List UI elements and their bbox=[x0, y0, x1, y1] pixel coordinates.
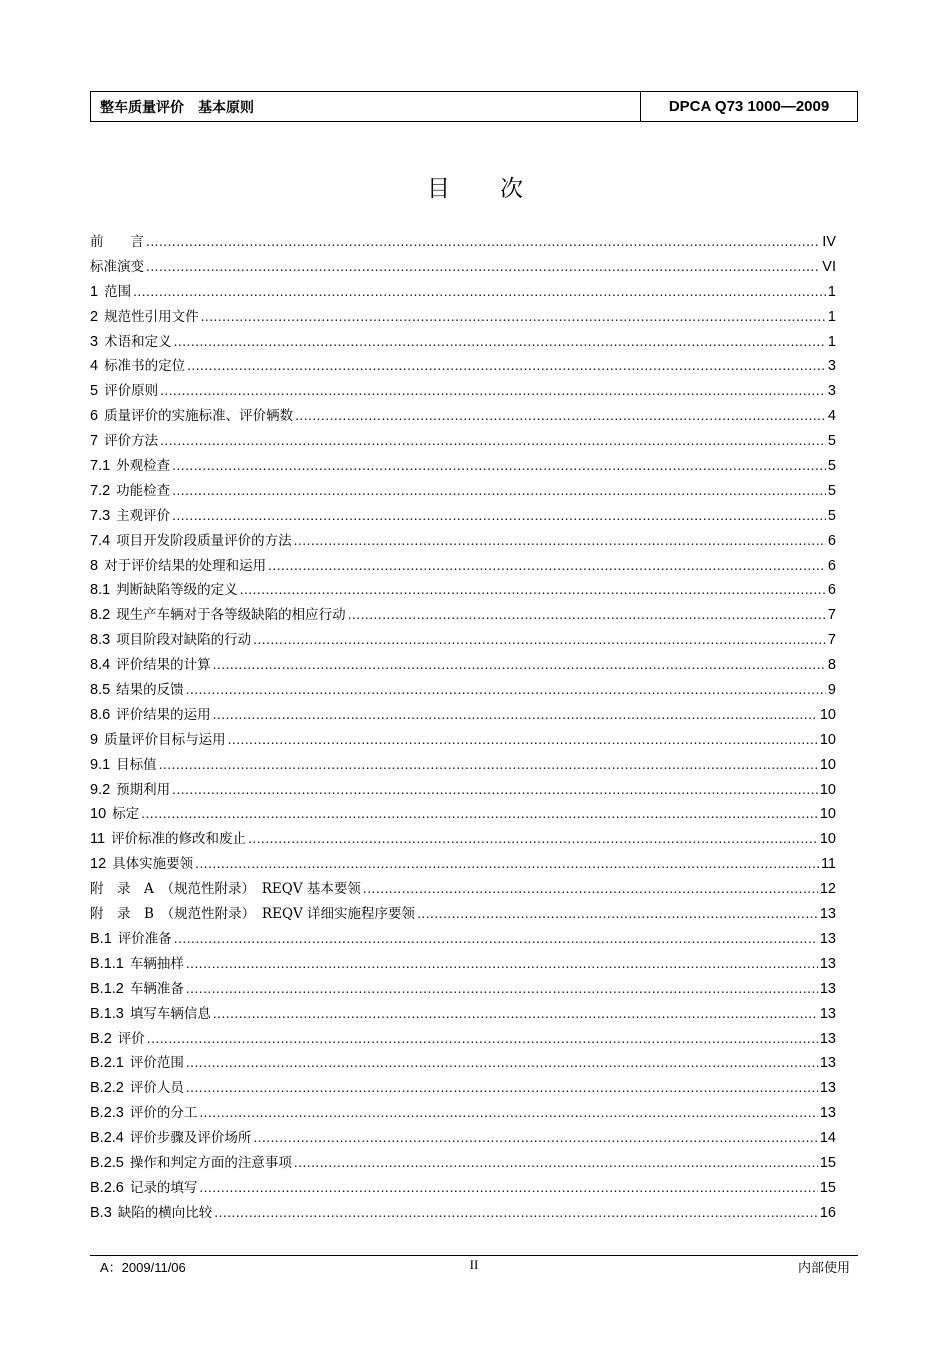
toc-entry[interactable] bbox=[90, 927, 836, 952]
toc-entry-number: B.3 bbox=[90, 1204, 112, 1221]
toc-entry-title: 目标值 bbox=[116, 756, 157, 773]
toc-entry-page: 1 bbox=[827, 333, 836, 350]
toc-entry-page: 7 bbox=[827, 607, 836, 624]
toc-entry-title: 术语和定义 bbox=[104, 333, 172, 350]
toc-dot-leader bbox=[146, 260, 820, 274]
toc-entry-title: 评价原则 bbox=[104, 383, 159, 400]
toc-dot-leader bbox=[174, 335, 826, 349]
toc-entry-title: 前 言 bbox=[90, 234, 144, 250]
toc-entry-page: 10 bbox=[819, 731, 836, 748]
toc-entry[interactable] bbox=[90, 280, 836, 305]
toc-entry[interactable] bbox=[90, 1002, 836, 1027]
toc-entry-title: 标准演变 bbox=[90, 258, 144, 275]
toc-entry-number: 8 bbox=[90, 557, 99, 574]
toc-entry[interactable] bbox=[90, 479, 836, 504]
toc-entry-page: 3 bbox=[827, 383, 836, 400]
toc-entry-number: B.1 bbox=[90, 930, 112, 947]
toc-entry-page: 12 bbox=[819, 881, 836, 898]
toc-entry-number: 9.2 bbox=[90, 781, 111, 798]
toc-entry-number: 3 bbox=[90, 333, 99, 350]
toc-entry-title: 评价步骤及评价场所 bbox=[129, 1130, 252, 1147]
toc-entry[interactable] bbox=[90, 827, 836, 852]
toc-entry-page: 13 bbox=[819, 1080, 836, 1097]
toc-dot-leader bbox=[186, 683, 826, 697]
toc-entry-page: 7 bbox=[827, 632, 836, 649]
toc-entry[interactable] bbox=[90, 554, 836, 579]
toc-entry-page: 16 bbox=[819, 1204, 836, 1221]
toc-entry[interactable] bbox=[90, 1126, 836, 1151]
toc-entry[interactable] bbox=[90, 877, 836, 902]
toc-entry-number: 8.6 bbox=[90, 706, 111, 723]
toc-entry-number: 1 bbox=[90, 283, 99, 300]
toc-entry[interactable] bbox=[90, 977, 836, 1002]
header-code: DPCA Q73 1000—2009 bbox=[668, 98, 830, 115]
page-title: 目次 bbox=[427, 176, 573, 202]
toc-entry-page: VI bbox=[822, 258, 836, 275]
toc-dot-leader bbox=[186, 1081, 818, 1095]
toc-entry-number: 4 bbox=[90, 358, 99, 375]
toc-entry-title: 质量评价目标与运用 bbox=[104, 731, 226, 748]
toc-entry-page: 5 bbox=[827, 482, 836, 499]
toc-entry-title: 主观评价 bbox=[116, 507, 171, 524]
toc-dot-leader bbox=[141, 807, 818, 821]
toc-entry[interactable] bbox=[90, 330, 836, 355]
toc-entry-number: 8.1 bbox=[90, 582, 111, 599]
toc-entry-number: B.1.1 bbox=[90, 955, 124, 972]
toc-entry-title: 结果的反馈 bbox=[116, 682, 184, 699]
toc-entry[interactable] bbox=[90, 230, 836, 255]
toc-entry-title: 标准书的定位 bbox=[104, 358, 186, 375]
toc-entry-page: 4 bbox=[827, 408, 836, 425]
page-header bbox=[90, 91, 858, 122]
toc-entry-page: 15 bbox=[819, 1154, 836, 1171]
toc-entry-number: 2 bbox=[90, 308, 99, 325]
toc-entry-page: 10 bbox=[819, 756, 836, 773]
toc-dot-leader bbox=[172, 484, 826, 498]
toc-entry-page: 6 bbox=[827, 582, 836, 599]
toc-entry[interactable] bbox=[90, 628, 836, 653]
toc-entry[interactable] bbox=[90, 778, 836, 803]
toc-entry-page: 13 bbox=[819, 980, 836, 997]
toc-entry-page: 6 bbox=[827, 532, 836, 549]
toc-entry-number: 9 bbox=[90, 731, 99, 748]
toc-entry-title: 车辆抽样 bbox=[129, 955, 184, 972]
toc-entry-number: 5 bbox=[90, 383, 99, 400]
toc-entry[interactable] bbox=[90, 578, 836, 603]
toc-entry-title: 附 录 A （规范性附录） REQV 基本要领 bbox=[90, 881, 361, 898]
toc-entry-page: 13 bbox=[819, 906, 836, 923]
toc-entry-page: 1 bbox=[827, 283, 836, 300]
toc-entry-page: 13 bbox=[819, 1030, 836, 1047]
toc-entry-page: 10 bbox=[819, 806, 836, 823]
toc-dot-leader bbox=[199, 1106, 818, 1120]
toc-dot-leader bbox=[213, 1007, 818, 1021]
toc-entry-title: 标定 bbox=[112, 806, 140, 823]
toc-entry-page: 11 bbox=[820, 856, 836, 873]
toc-entry-title: 项目开发阶段质量评价的方法 bbox=[116, 532, 292, 549]
table-of-contents bbox=[90, 230, 836, 1226]
toc-dot-leader bbox=[295, 409, 826, 423]
toc-entry[interactable] bbox=[90, 802, 836, 827]
toc-dot-leader bbox=[214, 1206, 818, 1220]
toc-entry-number: 8.2 bbox=[90, 607, 111, 624]
toc-entry-page: 8 bbox=[827, 657, 836, 674]
footer-divider bbox=[90, 1255, 858, 1256]
toc-dot-leader bbox=[363, 882, 818, 896]
toc-entry-page: IV bbox=[822, 234, 836, 250]
toc-entry[interactable] bbox=[90, 753, 836, 778]
toc-entry-title: 对于评价结果的处理和运用 bbox=[104, 557, 267, 574]
toc-dot-leader bbox=[186, 982, 818, 996]
toc-dot-leader bbox=[201, 310, 826, 324]
toc-entry[interactable] bbox=[90, 603, 836, 628]
toc-entry-number: 7.2 bbox=[90, 482, 111, 499]
toc-entry-title: 评价标准的修改和废止 bbox=[111, 831, 247, 848]
toc-entry-number: B.1.2 bbox=[90, 980, 124, 997]
toc-entry-page: 5 bbox=[827, 433, 836, 450]
toc-entry-number: B.2.4 bbox=[90, 1130, 124, 1147]
toc-entry-page: 13 bbox=[819, 1055, 836, 1072]
toc-entry-page: 13 bbox=[819, 1005, 836, 1022]
toc-entry[interactable] bbox=[90, 1151, 836, 1176]
toc-entry-title: 评价 bbox=[117, 1030, 145, 1047]
toc-entry-number: B.1.3 bbox=[90, 1005, 124, 1022]
toc-entry-title: 质量评价的实施标准、评价辆数 bbox=[104, 408, 294, 425]
toc-entry-number: B.2.1 bbox=[90, 1055, 124, 1072]
toc-entry-page: 14 bbox=[819, 1130, 836, 1147]
toc-entry-number: 7.3 bbox=[90, 507, 111, 524]
toc-entry[interactable] bbox=[90, 1027, 836, 1052]
toc-dot-leader bbox=[195, 857, 819, 871]
toc-entry-page: 13 bbox=[819, 930, 836, 947]
toc-entry[interactable] bbox=[90, 1051, 836, 1076]
toc-dot-leader bbox=[147, 1032, 818, 1046]
toc-entry[interactable] bbox=[90, 703, 836, 728]
toc-entry[interactable] bbox=[90, 255, 836, 280]
toc-dot-leader bbox=[199, 1181, 818, 1195]
toc-entry-number: B.2.6 bbox=[90, 1179, 124, 1196]
toc-entry-page: 10 bbox=[819, 781, 836, 798]
toc-entry-title: 评价的分工 bbox=[129, 1105, 198, 1122]
toc-dot-leader bbox=[186, 1056, 818, 1070]
toc-entry[interactable] bbox=[90, 678, 836, 703]
toc-dot-leader bbox=[213, 708, 818, 722]
toc-entry-number: B.2 bbox=[90, 1030, 112, 1047]
toc-entry-title: 评价方法 bbox=[104, 433, 159, 450]
toc-dot-leader bbox=[187, 359, 826, 373]
toc-entry[interactable] bbox=[90, 404, 836, 429]
toc-entry-title: 缺陷的横向比较 bbox=[117, 1204, 213, 1221]
toc-entry-number: 8.4 bbox=[90, 657, 111, 674]
toc-entry-number: B.2.3 bbox=[90, 1105, 124, 1122]
toc-dot-leader bbox=[133, 285, 826, 299]
toc-entry-title: 功能检查 bbox=[116, 482, 171, 499]
toc-entry[interactable] bbox=[90, 653, 836, 678]
toc-dot-leader bbox=[160, 434, 826, 448]
toc-dot-leader bbox=[160, 384, 826, 398]
toc-entry-number: 8.5 bbox=[90, 682, 111, 699]
toc-dot-leader bbox=[417, 907, 818, 921]
header-title: 整车质量评价 基本原则 bbox=[91, 92, 641, 121]
toc-entry[interactable] bbox=[90, 454, 836, 479]
toc-dot-leader bbox=[186, 957, 818, 971]
toc-dot-leader bbox=[172, 509, 826, 523]
toc-dot-leader bbox=[294, 1156, 818, 1170]
toc-entry[interactable] bbox=[90, 1101, 836, 1126]
toc-dot-leader bbox=[248, 832, 818, 846]
toc-entry-title: 范围 bbox=[104, 283, 132, 300]
toc-entry-number: B.2.2 bbox=[90, 1080, 124, 1097]
toc-entry[interactable] bbox=[90, 529, 836, 554]
toc-entry-title: 规范性引用文件 bbox=[104, 308, 199, 325]
toc-entry-title: 评价准备 bbox=[117, 930, 172, 947]
toc-entry-number: 10 bbox=[90, 806, 107, 823]
footer-label: 内部使用 bbox=[797, 1261, 850, 1276]
footer-date: A：2009/11/06 bbox=[100, 1260, 186, 1275]
toc-dot-leader bbox=[253, 1131, 818, 1145]
toc-entry-title: 评价结果的计算 bbox=[116, 657, 211, 674]
toc-dot-leader bbox=[172, 459, 826, 473]
toc-entry[interactable] bbox=[90, 354, 836, 379]
toc-entry[interactable] bbox=[90, 852, 836, 877]
toc-dot-leader bbox=[228, 733, 818, 747]
toc-entry[interactable] bbox=[90, 902, 836, 927]
toc-entry-page: 9 bbox=[827, 682, 836, 699]
toc-entry-number: 7.4 bbox=[90, 532, 111, 549]
toc-entry-number: 9.1 bbox=[90, 756, 111, 773]
toc-entry-title: 评价人员 bbox=[129, 1080, 184, 1097]
toc-entry-title: 评价结果的运用 bbox=[116, 706, 211, 723]
toc-entry-title: 附 录 B （规范性附录） REQV 详细实施程序要领 bbox=[90, 906, 416, 923]
toc-entry-title: 具体实施要领 bbox=[112, 856, 194, 873]
toc-entry[interactable] bbox=[90, 1201, 836, 1226]
toc-entry-number: 6 bbox=[90, 408, 99, 425]
toc-entry-title: 判断缺陷等级的定义 bbox=[116, 582, 238, 599]
toc-dot-leader bbox=[159, 758, 818, 772]
toc-entry-number: 7 bbox=[90, 433, 99, 450]
toc-entry-page: 5 bbox=[827, 458, 836, 475]
toc-dot-leader bbox=[213, 658, 826, 672]
toc-entry-title: 车辆准备 bbox=[129, 980, 184, 997]
toc-dot-leader bbox=[294, 534, 826, 548]
toc-entry-title: 填写车辆信息 bbox=[129, 1005, 211, 1022]
toc-entry-page: 10 bbox=[819, 706, 836, 723]
toc-dot-leader bbox=[268, 559, 826, 573]
toc-entry-title: 记录的填写 bbox=[129, 1179, 198, 1196]
toc-entry-title: 操作和判定方面的注意事项 bbox=[129, 1154, 292, 1171]
footer-page-number: II bbox=[469, 1257, 479, 1272]
toc-entry[interactable] bbox=[90, 1176, 836, 1201]
toc-entry-number: 8.3 bbox=[90, 632, 111, 649]
toc-entry[interactable] bbox=[90, 305, 836, 330]
toc-entry-title: 预期利用 bbox=[116, 781, 171, 798]
toc-entry[interactable] bbox=[90, 952, 836, 977]
toc-entry-page: 13 bbox=[819, 955, 836, 972]
toc-entry-page: 1 bbox=[827, 308, 836, 325]
toc-entry-title: 现生产车辆对于各等级缺陷的相应行动 bbox=[116, 607, 346, 624]
toc-entry-page: 15 bbox=[819, 1179, 836, 1196]
toc-entry-title: 外观检查 bbox=[116, 458, 171, 475]
toc-dot-leader bbox=[174, 932, 818, 946]
toc-dot-leader bbox=[253, 633, 826, 647]
toc-entry-number: 11 bbox=[90, 831, 106, 848]
toc-entry-page: 13 bbox=[819, 1105, 836, 1122]
toc-dot-leader bbox=[146, 235, 820, 249]
toc-entry-page: 5 bbox=[827, 507, 836, 524]
toc-entry[interactable] bbox=[90, 728, 836, 753]
toc-entry-number: B.2.5 bbox=[90, 1154, 124, 1171]
toc-entry[interactable] bbox=[90, 429, 836, 454]
toc-entry-page: 10 bbox=[819, 831, 836, 848]
toc-dot-leader bbox=[240, 583, 826, 597]
toc-entry-page: 3 bbox=[827, 358, 836, 375]
toc-entry-title: 评价范围 bbox=[129, 1055, 184, 1072]
toc-entry[interactable] bbox=[90, 1076, 836, 1101]
toc-dot-leader bbox=[348, 608, 826, 622]
page-footer bbox=[90, 1257, 858, 1276]
toc-entry-title: 项目阶段对缺陷的行动 bbox=[116, 632, 252, 649]
toc-entry[interactable] bbox=[90, 504, 836, 529]
toc-entry-number: 12 bbox=[90, 856, 107, 873]
toc-entry-page: 6 bbox=[827, 557, 836, 574]
toc-entry-number: 7.1 bbox=[90, 458, 111, 475]
toc-dot-leader bbox=[172, 783, 818, 797]
toc-entry[interactable] bbox=[90, 379, 836, 404]
